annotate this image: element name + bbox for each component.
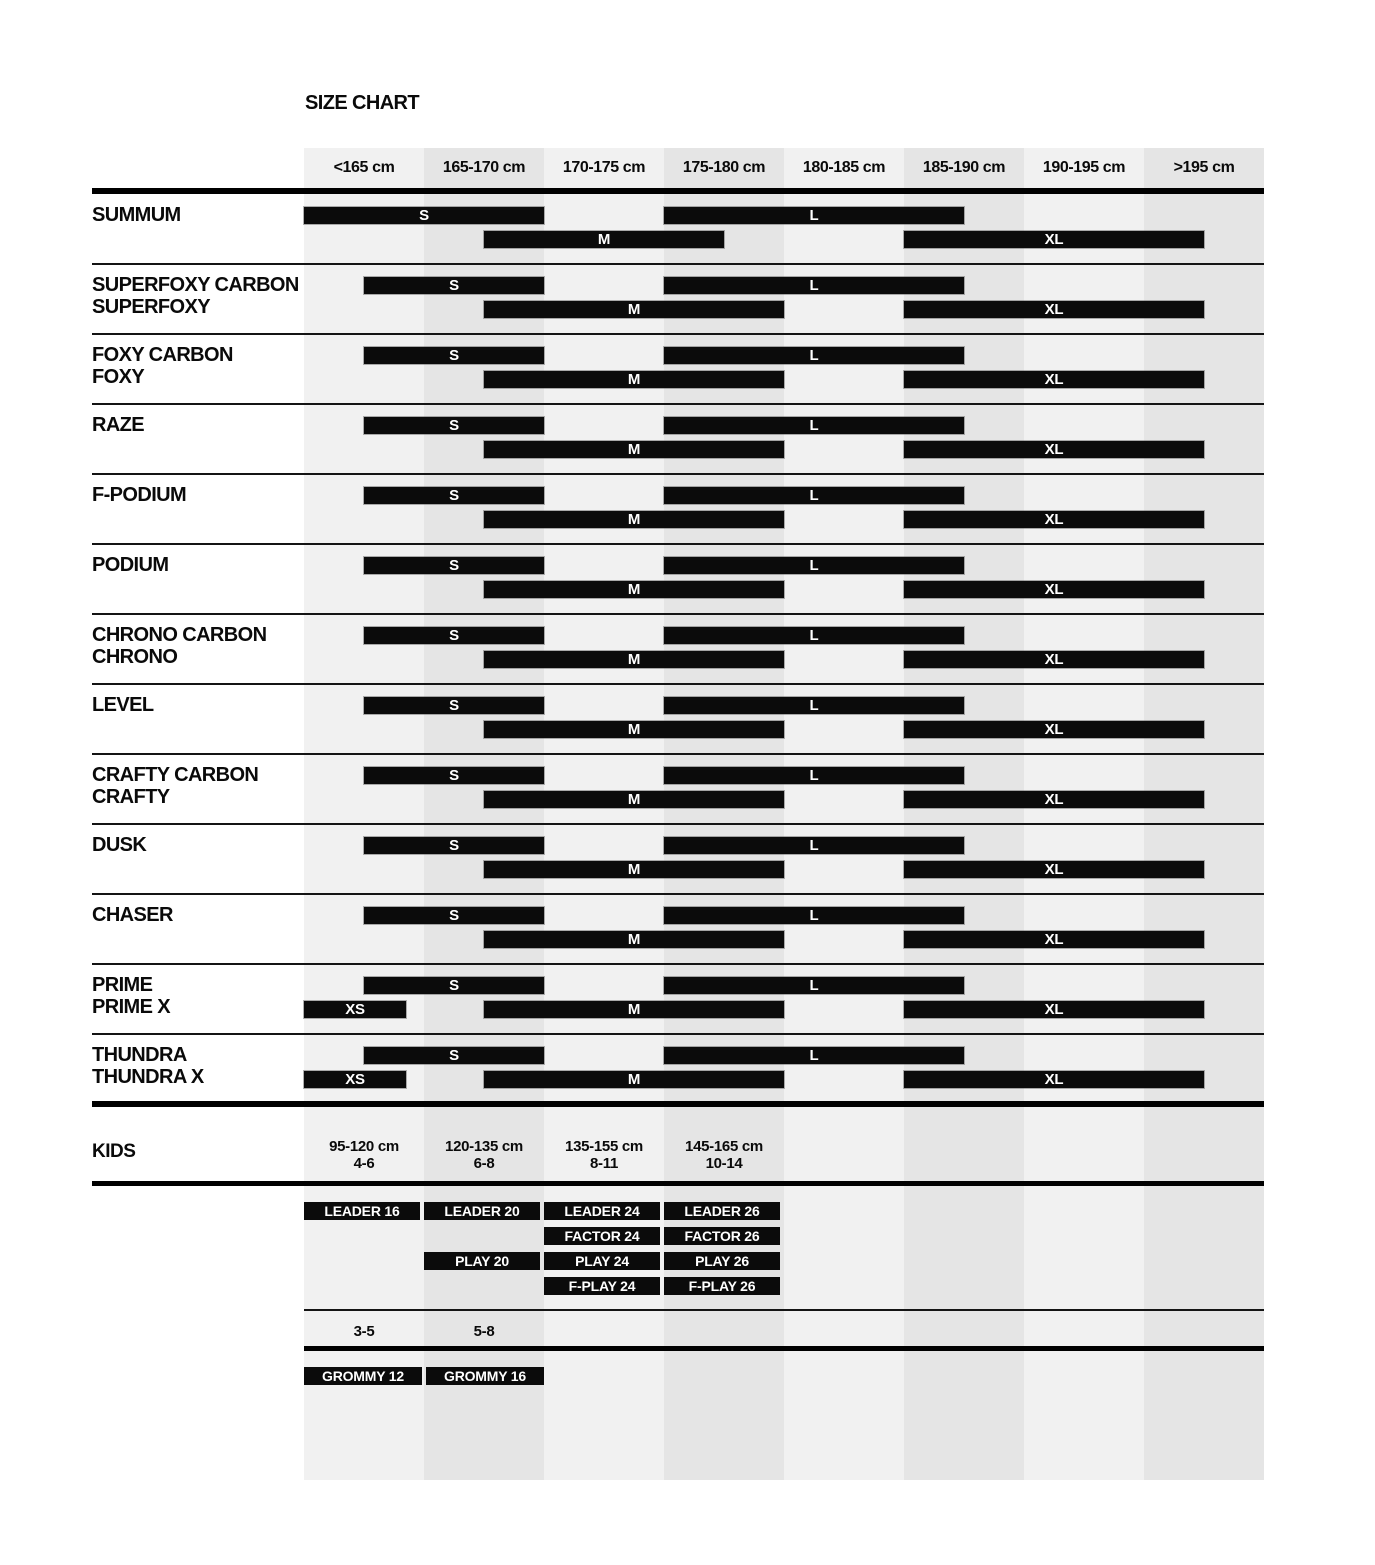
kids-model-bar: LEADER 24 (544, 1202, 660, 1220)
size-bar: M (484, 581, 784, 598)
size-bar: S (364, 1047, 544, 1064)
kids-age-label: 3-5 (353, 1323, 375, 1340)
kids-model-bar: PLAY 20 (424, 1252, 540, 1270)
bike-row-label-line: PRIME (92, 974, 153, 996)
kids-height-range: 95-120 cm (329, 1138, 399, 1155)
bike-row-label-line: CHASER (92, 904, 173, 926)
size-bar: S (364, 697, 544, 714)
kids-model-bar: LEADER 26 (664, 1202, 780, 1220)
bike-row-label (92, 624, 266, 668)
size-bar: XL (904, 1001, 1204, 1018)
height-column-stripe (1024, 148, 1144, 1480)
size-bar: S (364, 907, 544, 924)
size-bar: L (664, 627, 964, 644)
size-bar: S (364, 557, 544, 574)
size-bar: XL (904, 861, 1204, 878)
height-column-header: 190-195 cm (1042, 159, 1126, 176)
size-bar: XL (904, 791, 1204, 808)
size-bar: XL (904, 231, 1204, 248)
size-bar: S (364, 627, 544, 644)
bike-row-label-line: CRAFTY CARBON (92, 764, 259, 786)
size-bar: S (364, 417, 544, 434)
bike-row-label-line: CHRONO (92, 646, 178, 668)
height-column-header: 180-185 cm (802, 159, 886, 176)
bike-row-label (92, 414, 144, 436)
size-bar: XL (904, 931, 1204, 948)
header-underline (92, 188, 1264, 194)
bike-row-label-line: DUSK (92, 834, 147, 856)
row-separator-line (92, 823, 1264, 825)
bike-row-label-line: CRAFTY (92, 786, 170, 808)
row-separator-line (92, 753, 1264, 755)
bike-row-label (92, 974, 170, 1018)
row-separator-line (92, 263, 1264, 265)
size-bar: L (664, 417, 964, 434)
size-bar: S (304, 207, 544, 224)
kids-age-label: 5-8 (473, 1323, 495, 1340)
size-bar: S (364, 837, 544, 854)
height-column-header: >195 cm (1173, 159, 1235, 176)
height-column-header: 175-180 cm (682, 159, 766, 176)
bike-row-label (92, 484, 186, 506)
height-column-header: 165-170 cm (442, 159, 526, 176)
kids-age-range: 4-6 (353, 1155, 375, 1172)
height-column-header: 170-175 cm (562, 159, 646, 176)
size-bar: L (664, 837, 964, 854)
row-separator-line (92, 543, 1264, 545)
size-bar: L (664, 347, 964, 364)
grommy-bar: GROMMY 16 (426, 1367, 544, 1385)
size-bar: L (664, 487, 964, 504)
bike-row-label (92, 1044, 204, 1088)
kids-height-header (304, 1138, 424, 1172)
size-bar: S (364, 977, 544, 994)
row-separator-line (92, 473, 1264, 475)
kids-model-bar: PLAY 26 (664, 1252, 780, 1270)
row-separator-line (92, 683, 1264, 685)
kids-age-range: 8-11 (590, 1155, 618, 1172)
kids-age-range: 10-14 (705, 1155, 743, 1172)
kids-height-header (544, 1138, 664, 1172)
size-bar: S (364, 767, 544, 784)
bike-row-label (92, 554, 168, 576)
size-bar: M (484, 231, 724, 248)
row-separator-line (92, 333, 1264, 335)
bike-row-label-line: PODIUM (92, 554, 169, 576)
size-bar: L (664, 1047, 964, 1064)
bike-row-label-line: FOXY CARBON (92, 344, 233, 366)
size-bar: L (664, 697, 964, 714)
size-bar: L (664, 277, 964, 294)
size-bar: XL (904, 371, 1204, 388)
bike-row-label-line: RAZE (92, 414, 145, 436)
height-column-header: <165 cm (333, 159, 395, 176)
row-separator-line (92, 1033, 1264, 1035)
bike-row-label-line: LEVEL (92, 694, 154, 716)
size-bar: XS (304, 1001, 406, 1018)
size-bar: M (484, 1071, 784, 1088)
size-bar: XL (904, 581, 1204, 598)
kids-model-bar: FACTOR 26 (664, 1227, 780, 1245)
size-bar: M (484, 931, 784, 948)
kids-height-range: 120-135 cm (445, 1138, 523, 1155)
size-bar: M (484, 441, 784, 458)
bike-row-label-line: THUNDRA X (92, 1066, 204, 1088)
size-bar: L (664, 977, 964, 994)
size-bar: L (664, 207, 964, 224)
chart-title: SIZE CHART (305, 92, 420, 114)
kids-height-header (424, 1138, 544, 1172)
kids-age-underline (304, 1346, 1264, 1351)
size-bar: XL (904, 721, 1204, 738)
row-separator-line (92, 963, 1264, 965)
kids-height-range: 145-165 cm (685, 1138, 763, 1155)
bike-row-label-line: FOXY (92, 366, 145, 388)
grommy-bar: GROMMY 12 (304, 1367, 422, 1385)
bike-row-label (92, 904, 173, 926)
size-bar: M (484, 301, 784, 318)
bike-row-label (92, 764, 258, 808)
size-bar: M (484, 791, 784, 808)
bike-row-label (92, 344, 233, 388)
bike-row-label-line: THUNDRA (92, 1044, 187, 1066)
size-bar: XL (904, 301, 1204, 318)
kids-height-range: 135-155 cm (565, 1138, 643, 1155)
size-bar: L (664, 767, 964, 784)
size-bar: S (364, 347, 544, 364)
kids-model-bar: FACTOR 24 (544, 1227, 660, 1245)
kids-model-bar: PLAY 24 (544, 1252, 660, 1270)
kids-model-bar: LEADER 20 (424, 1202, 540, 1220)
size-bar: M (484, 721, 784, 738)
size-bar: S (364, 487, 544, 504)
size-bar: XL (904, 651, 1204, 668)
height-column-stripe (1144, 148, 1264, 1480)
kids-age-range: 6-8 (473, 1155, 495, 1172)
bike-row-label-line: SUMMUM (92, 204, 181, 226)
kids-model-bar: F-PLAY 26 (664, 1277, 780, 1295)
size-bar: S (364, 277, 544, 294)
kids-age-topline (304, 1309, 1264, 1311)
bike-row-label-line: SUPERFOXY CARBON (92, 274, 299, 296)
height-column-header: 185-190 cm (922, 159, 1006, 176)
bike-row-label (92, 834, 146, 856)
row-separator-line (92, 893, 1264, 895)
bike-row-label-line: SUPERFOXY (92, 296, 210, 318)
size-bar: L (664, 907, 964, 924)
row-separator-line (92, 613, 1264, 615)
size-bar: M (484, 511, 784, 528)
kids-height-header (664, 1138, 784, 1172)
size-bar: XS (304, 1071, 406, 1088)
bike-row-label-line: CHRONO CARBON (92, 624, 267, 646)
bike-row-label-line: F-PODIUM (92, 484, 187, 506)
kids-header-underline (92, 1181, 1264, 1186)
bike-row-label (92, 204, 181, 226)
size-bar: M (484, 1001, 784, 1018)
size-bar: M (484, 651, 784, 668)
size-bar: XL (904, 441, 1204, 458)
adults-kids-divider-line (92, 1101, 1264, 1107)
size-bar: XL (904, 511, 1204, 528)
kids-model-bar: LEADER 16 (304, 1202, 420, 1220)
bike-row-label-line: PRIME X (92, 996, 171, 1018)
bike-row-label (92, 274, 299, 318)
size-bar: XL (904, 1071, 1204, 1088)
kids-model-bar: F-PLAY 24 (544, 1277, 660, 1295)
size-bar: L (664, 557, 964, 574)
kids-section-label: KIDS (92, 1141, 136, 1162)
size-bar: M (484, 861, 784, 878)
size-bar: M (484, 371, 784, 388)
row-separator-line (92, 403, 1264, 405)
bike-row-label (92, 694, 153, 716)
